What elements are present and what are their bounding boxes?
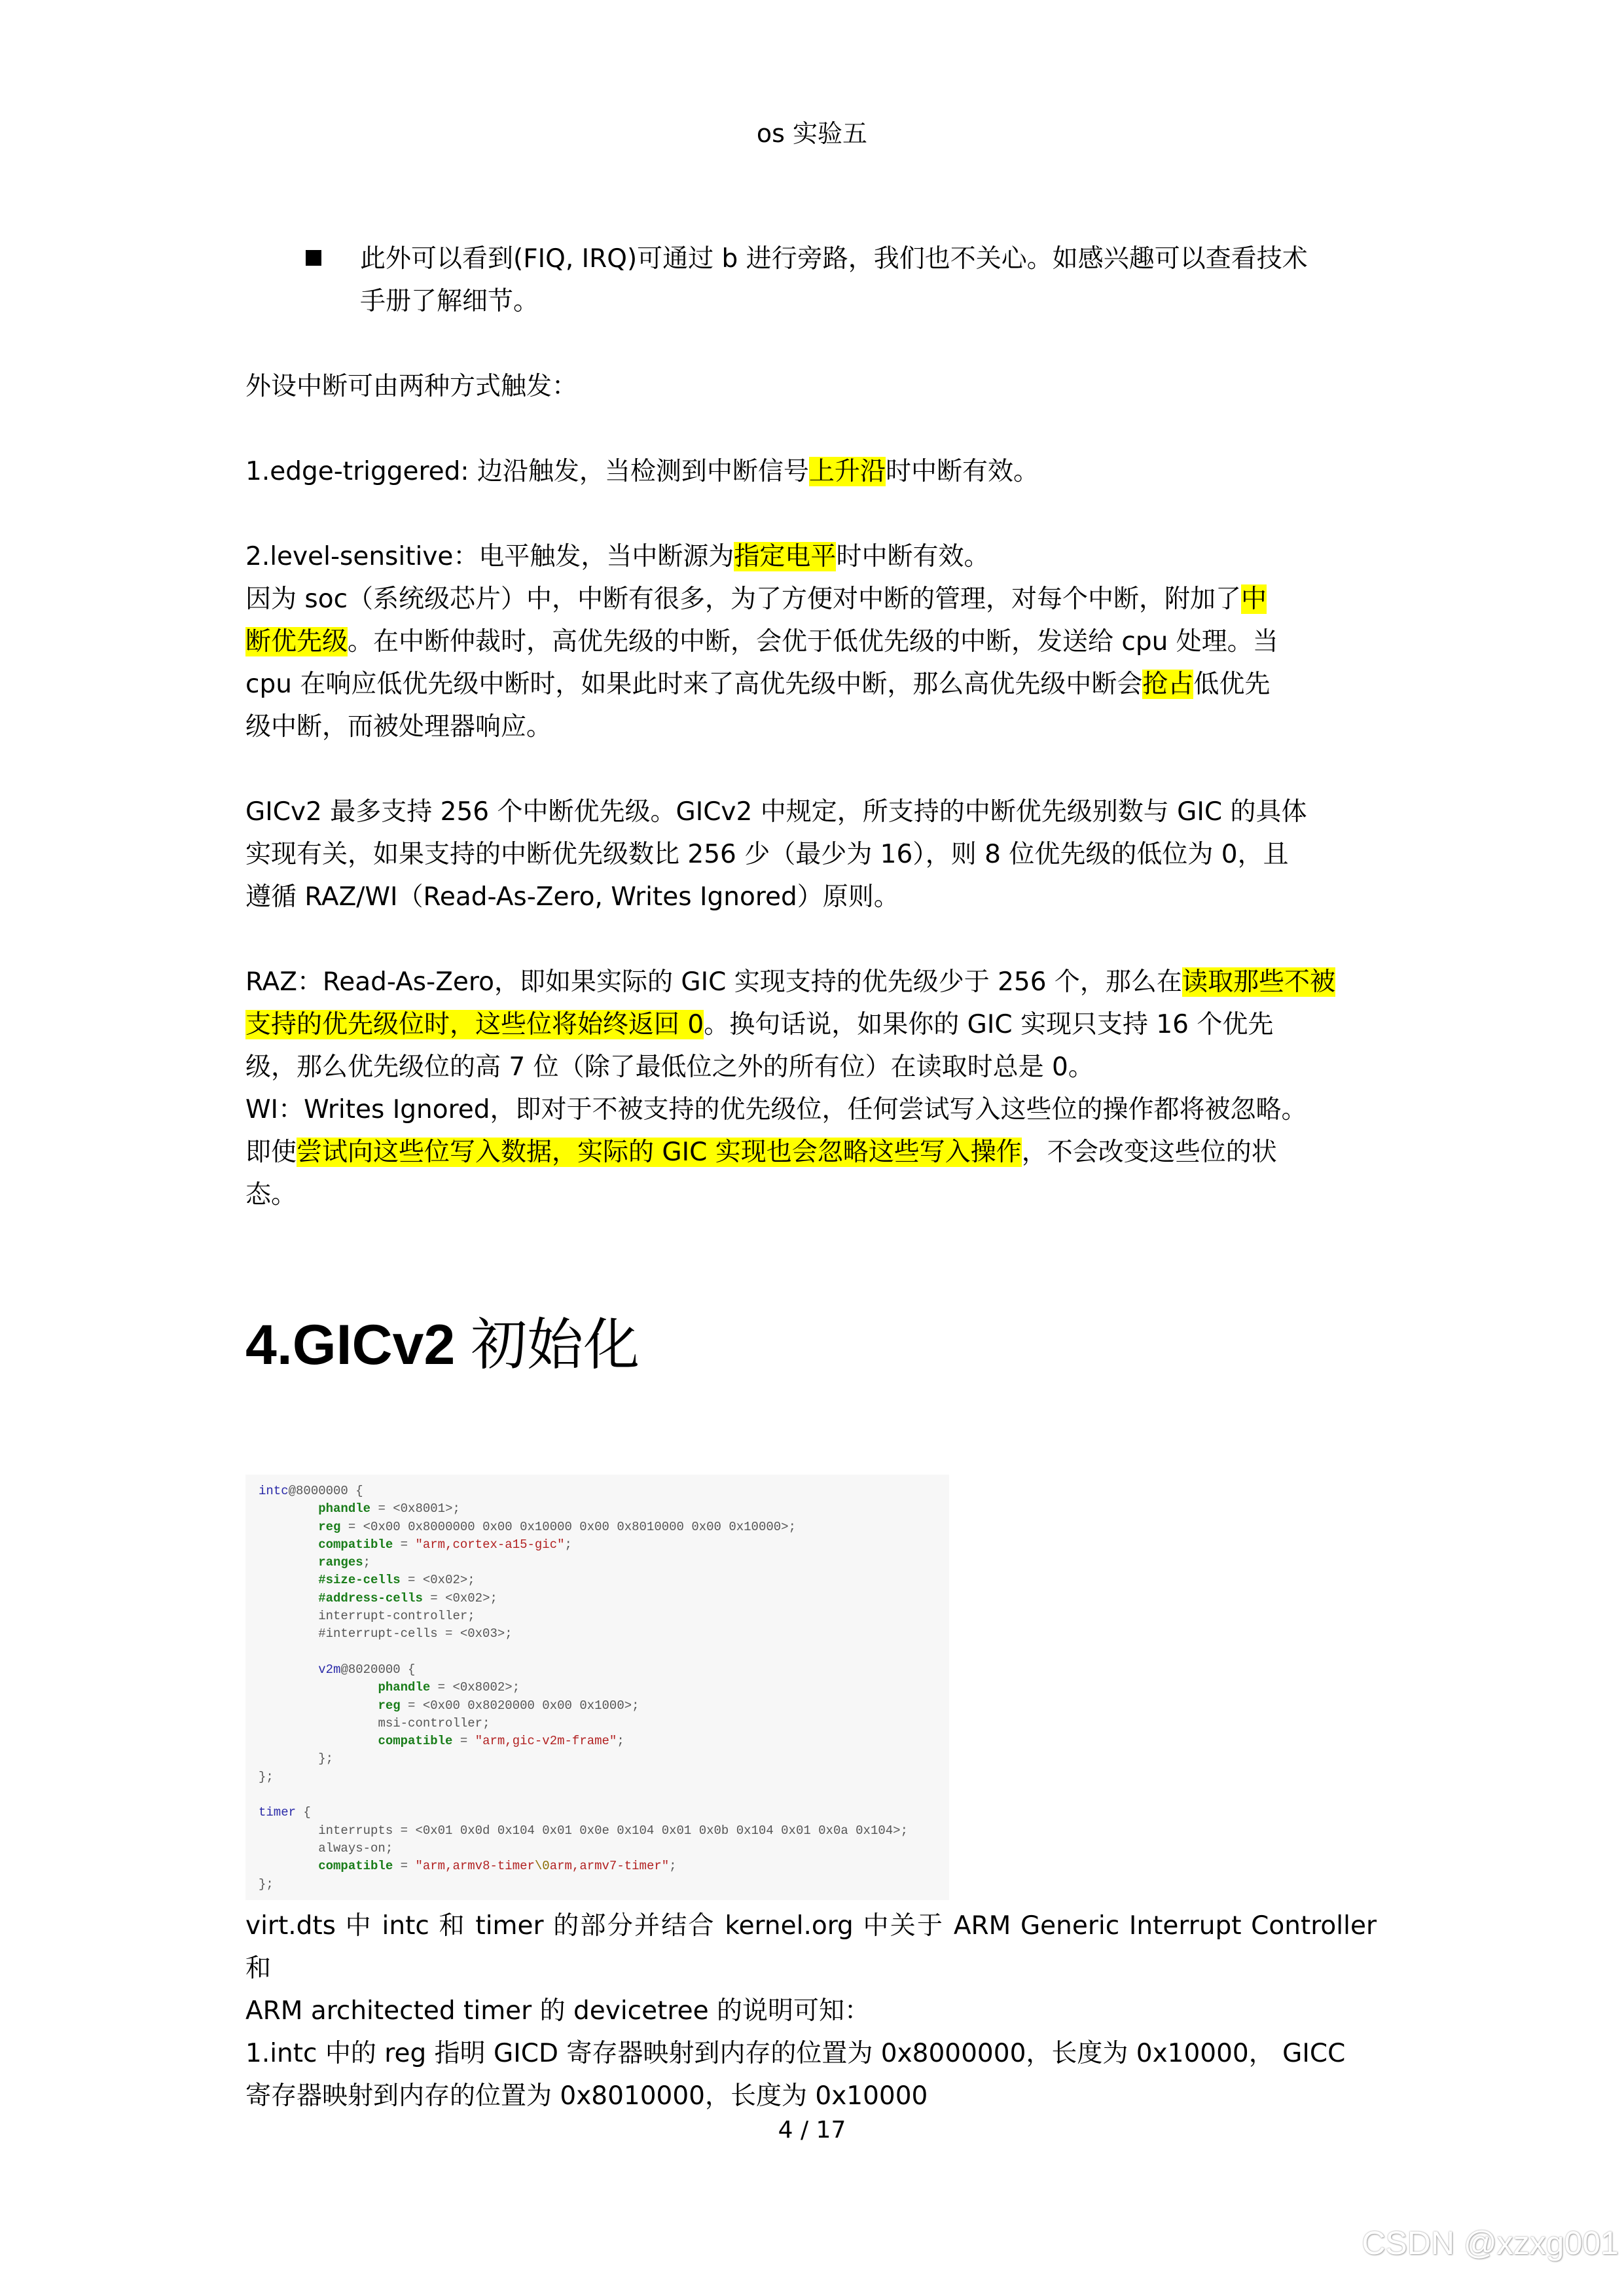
code-line xyxy=(245,1643,949,1661)
code-line: }; xyxy=(259,1751,334,1767)
highlight: 指定电平 xyxy=(734,542,837,571)
code-line: #interrupt-cells = <0x03>; xyxy=(318,1626,513,1641)
code-line: intc@8000000 { xyxy=(259,1484,363,1498)
code-line: compatible = "arm,armv8-timer\0arm,armv7-timer"; xyxy=(318,1859,677,1874)
highlight: 支持的优先级位时，这些位将始终返回 0 xyxy=(245,1010,704,1039)
code-line: reg = <0x00 0x8000000 0x00 0x10000 0x00 0x8010000 0x00 0x10000>; xyxy=(318,1519,796,1534)
code-line: v2m@8020000 { xyxy=(318,1662,416,1677)
code-line: ranges; xyxy=(318,1555,371,1570)
highlight: 断优先级 xyxy=(245,627,348,656)
code-line: reg = <0x00 0x8020000 0x00 0x1000>; xyxy=(378,1698,640,1713)
highlight: 读取那些不被 xyxy=(1182,967,1335,997)
code-line: phandle = <0x8001>; xyxy=(318,1501,460,1516)
devicetree-code-image xyxy=(245,1475,949,1900)
code-line: compatible = "arm,cortex-a15-gic"; xyxy=(318,1537,572,1552)
code-line: msi-controller; xyxy=(378,1715,490,1731)
code-line: }; xyxy=(259,1876,274,1892)
code-line: #address-cells = <0x02>; xyxy=(318,1590,497,1605)
code-line: timer { xyxy=(259,1805,311,1820)
bullet-paragraph: 此外可以看到(FIQ, IRQ)可通过 b 进行旁路，我们也不关心。如感兴趣可以查看技术 手册了解细节。 xyxy=(360,244,1308,316)
code-line: }; xyxy=(259,1769,274,1784)
level-sensitive-line: 2.level-sensitive：电平触发，当中断源为指定电平时中断有效。 xyxy=(245,542,990,571)
gicv2-priority-paragraph: GICv2 最多支持 256 个中断优先级。GICv2 中规定，所支持的中断优先级别数与 GIC 的具体 实现有关，如果支持的中断优先级数比 256 少（最少为 16），则 8 位优先级的低位为 0，且 遵循 RAZ/WI（Read-As-Zero, Writes Ignored）原则。 xyxy=(245,797,1307,912)
devicetree-explanation: virt.dts 中 intc 和 timer 的部分并结合 kernel.org 中关于 ARM Generic Interrupt Controller 和 ARM architected timer 的 devicetree 的说明可知： 1.intc 中的 reg 指明 GICD 寄存器映射到内存的位置为 0x8000000，长度为 0x10000， GICC 寄存器映射到内存的位置为 0x8010000，长度为 0x10000 xyxy=(245,1911,1377,2111)
highlight: 尝试向这些位写入数据，实际的 GIC 实现也会忽略这些写入操作 xyxy=(297,1138,1022,1167)
highlight: 中 xyxy=(1241,584,1267,614)
highlight: 上升沿 xyxy=(808,457,886,486)
code-line: phandle = <0x8002>; xyxy=(378,1680,520,1695)
edge-triggered-line: 1.edge-triggered: 边沿触发，当检测到中断信号上升沿时中断有效。 xyxy=(245,457,1039,486)
highlight: 抢占 xyxy=(1142,670,1194,699)
raz-paragraph: RAZ：Read-As-Zero，即如果实际的 GIC 实现支持的优先级少于 256 个，那么在读取那些不被 支持的优先级位时，这些位将始终返回 0。换句话说，如果你的 GIC 实现只支持 16 个优先 级，那么优先级位的高 7 位（除了最低位之外的所有位）在读取时总是 0。 xyxy=(245,967,1335,1082)
priority-paragraph: 因为 soc（系统级芯片）中，中断有很多，为了方便对中断的管理，对每个中断，附加了中 断优先级。在中断仲裁时，高优先级的中断，会优于低优先级的中断，发送给 cpu 处理。当 cpu 在响应低优先级中断时，如果此时来了高优先级中断，那么高优先级中断会抢占低优先 级中断，而被处理器响应。 xyxy=(245,584,1278,742)
code-line: interrupts = <0x01 0x0d 0x104 0x01 0x0e 0x104 0x01 0x0b 0x104 0x01 0x0a 0x104>; xyxy=(318,1823,908,1838)
code-line: interrupt-controller; xyxy=(318,1609,475,1624)
code-line xyxy=(245,1786,949,1804)
page-header-title: os 实验五 xyxy=(756,119,868,148)
trigger-intro: 外设中断可由两种方式触发： xyxy=(245,372,578,401)
page-number: 4 / 17 xyxy=(778,2117,846,2144)
bullet-square-icon xyxy=(306,250,321,266)
wi-paragraph: WI：Writes Ignored，即对于不被支持的优先级位，任何尝试写入这些位的操作都将被忽略。 即使尝试向这些位写入数据，实际的 GIC 实现也会忽略这些写入操作，不会改变这些位的状 态。 xyxy=(245,1095,1307,1210)
watermark: CSDN @xzxg001 xyxy=(1362,2225,1619,2261)
code-line: compatible = "arm,gic-v2m-frame"; xyxy=(378,1734,624,1749)
code-line: always-on; xyxy=(318,1840,393,1856)
section-heading: 4.GICv2 初始化 xyxy=(245,1314,640,1376)
code-line: #size-cells = <0x02>; xyxy=(318,1573,475,1588)
